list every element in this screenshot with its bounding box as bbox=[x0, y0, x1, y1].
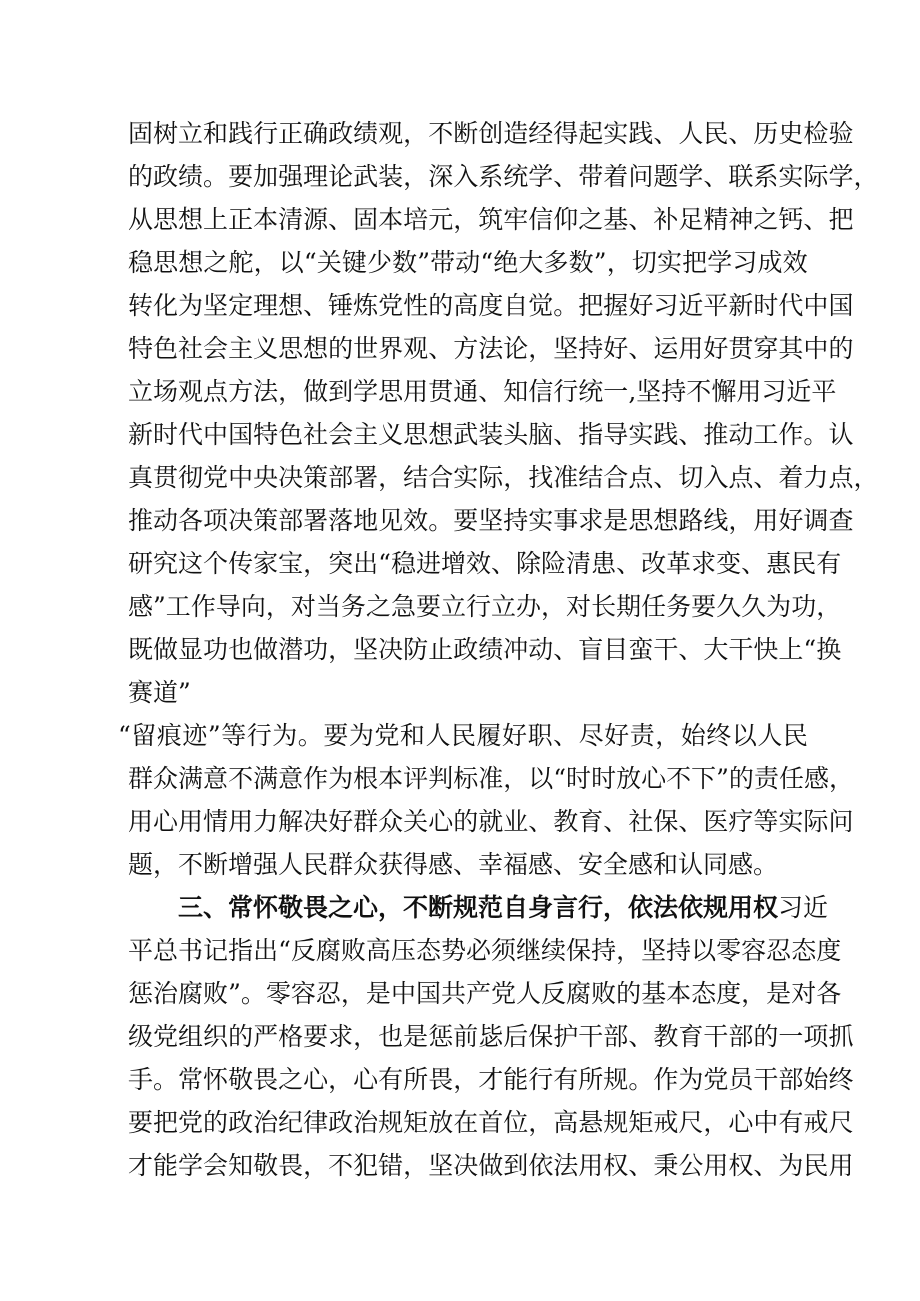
section-line-5: 要 把 党 的 政 治 纪 律 政 治 规 矩 放 在 首 位 ， 高 悬 规 矩 戒 尺 ， 心 中 有 戒 尺 bbox=[128, 1108, 854, 1137]
text-line-17: 用 心 用 情 用 力 解 决 好 群 众 关 心 的 就 业 、 教 育 、 社 保 、 医 疗 等 实 际 问 bbox=[128, 807, 854, 836]
text-line-4: 稳 思 想 之 舵 ， 以 “ 关 键 少 数 ” 带 动 “ 绝 大 多 数 ” ， 切 实 把 学 习 成 效 bbox=[128, 248, 808, 277]
text-line-1: 固 树 立 和 践 行 正 确 政 绩 观 ， 不 断 创 造 经 得 起 实 践 、 人 民 、 历 史 检 验 bbox=[128, 119, 854, 148]
text-line-13: 既 做 显 功 也 做 潜 功 ， 坚 决 防 止 政 绩 冲 动 、 盲 目 蛮 干 、 大 干 快 上 “ 换 bbox=[128, 635, 842, 664]
text-line-6: 特 色 社 会 主 义 思 想 的 世 界 观 、 方 法 论 ， 坚 持 好 、 运 用 好 贯 穿 其 中 的 bbox=[128, 334, 854, 363]
text-line-2: 的 政 绩 。 要 加 强 理 论 武 装 ， 深 入 系 统 学 、 带 着 问 题 学 、 联 系 实 际 学 ， bbox=[128, 162, 879, 191]
text-line-18: 题，不断增强人民群众获得感、幸福感、安全感和认同感。 bbox=[128, 850, 779, 879]
text-line-14: 赛道” bbox=[128, 678, 191, 707]
text-line-3: 从 思 想 上 正 本 清 源 、 固 本 培 元 ， 筑 牢 信 仰 之 基 、 补 足 精 神 之 钙 、 把 bbox=[128, 205, 854, 234]
section-line-2: 惩 治 腐 败 ” 。 零 容 忍 ， 是 中 国 共 产 党 人 反 腐 败 的 基 本 态 度 ， 是 对 各 bbox=[128, 979, 842, 1008]
text-line-9: 真 贯 彻 党 中 央 决 策 部 署 ， 结 合 实 际 ， 找 准 结 合 点 、 切 入 点 、 着 力 点 ， bbox=[128, 463, 879, 492]
text-line-16: 群 众 满 意 不 满 意 作 为 根 本 评 判 标 准 ， 以 “ 时 时 放 心 不 下 ” 的 责 任 感 ， bbox=[128, 764, 854, 793]
section-line-6: 才 能 学 会 知 敬 畏 ， 不 犯 错 ， 坚 决 做 到 依 法 用 权 、 秉 公 用 权 、 为 民 用 bbox=[128, 1151, 854, 1180]
section-heading-tail: 习近 bbox=[778, 893, 829, 922]
section-line-4: 手 。 常 怀 敬 畏 之 心 ， 心 有 所 畏 ， 才 能 行 有 所 规 。 作 为 党 员 干 部 始 终 bbox=[128, 1065, 854, 1094]
section-heading: 三、常怀敬畏之心，不断规范自身言行，依法依规用权 bbox=[178, 893, 779, 922]
text-line-15: “ 留 痕 迹 ” 等 行 为 。 要 为 党 和 人 民 履 好 职 、 尽 好 责 ， 始 终 以 人 民 bbox=[118, 721, 808, 750]
text-line-5: 转 化 为 坚 定 理 想 、 锤 炼 党 性 的 高 度 自 觉 。 把 握 好 习 近 平 新 时 代 中 国 bbox=[128, 291, 854, 320]
text-line-8: 新 时 代 中 国 特 色 社 会 主 义 思 想 武 装 头 脑 、 指 导 实 践 、 推 动 工 作 。 认 bbox=[128, 420, 854, 449]
text-line-7: 立 场 观 点 方 法 ， 做 到 学 思 用 贯 通 、 知 信 行 统 一 , 坚 持 不 懈 用 习 近 平 bbox=[128, 377, 837, 406]
section-line-1: 平 总 书 记 指 出 “ 反 腐 败 高 压 态 势 必 须 继 续 保 持 ， 坚 持 以 零 容 忍 态 度 bbox=[128, 936, 842, 965]
text-line-12: 感 ” 工 作 导 向 ， 对 当 务 之 急 要 立 行 立 办 ， 对 长 期 任 务 要 久 久 为 功 ， bbox=[128, 592, 842, 621]
text-line-11: 研 究 这 个 传 家 宝 ， 突 出 “ 稳 进 增 效 、 除 险 清 患 、 改 革 求 变 、 惠 民 有 bbox=[128, 549, 842, 578]
section-line-3: 级 党 组 织 的 严 格 要 求 ， 也 是 惩 前 毖 后 保 护 干 部 、 教 育 干 部 的 一 项 抓 bbox=[128, 1022, 854, 1051]
section-heading-line bbox=[178, 888, 829, 928]
text-line-10: 推 动 各 项 决 策 部 署 落 地 见 效 。 要 坚 持 实 事 求 是 思 想 路 线 ， 用 好 调 查 bbox=[128, 506, 854, 535]
